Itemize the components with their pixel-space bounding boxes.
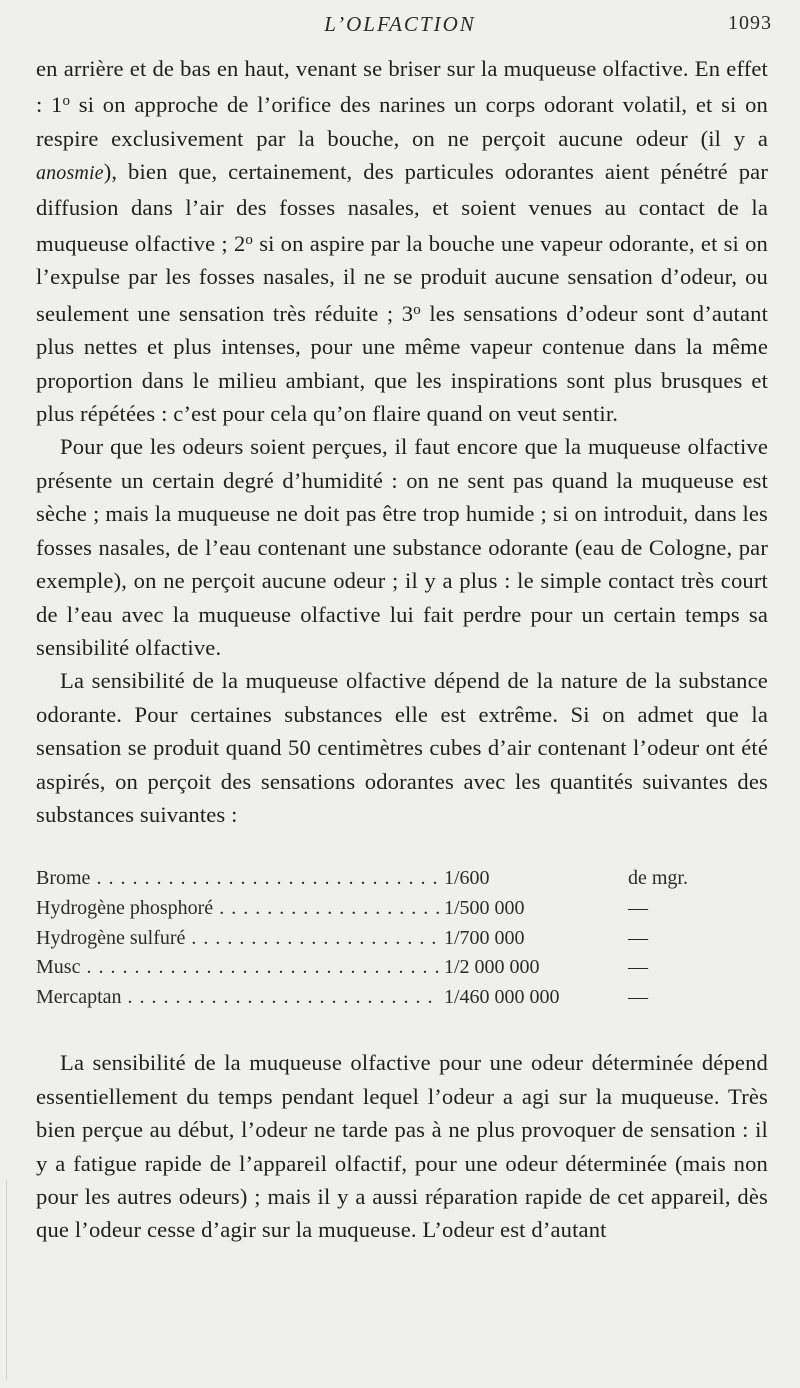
substance-name: Brome . . . xyxy=(36,864,440,894)
table-row xyxy=(36,894,768,924)
paragraph-2: Pour que les odeurs soient perçues, il faut encore que la muqueuse olfactive présente un certain degré d’humidité : on ne sent pas quand la muqueuse est sèche ; mais la muqueuse ne doit pas être trop humide ; si on introduit, dans les fosses nasales, de l’eau contenant une substance odorante (eau de Cologne, par exemple), on ne perçoit aucune odeur ; il y a plus : le simple contact très court de l’eau avec la muqueuse olfactive lui fait perdre pour un certain temps sa sensibilité olfactive. xyxy=(36,434,768,660)
paragraph-3: La sensibilité de la muqueuse olfactive dépend de la nature de la substance odorante. Pour certaines substances elle est extrême. Si on admet que la sensation se produit quand 50 centimètres cubes d’air contenant l’odeur ont été aspirés, on perçoit des sensations odorantes avec les quantités suivantes des substances suivantes : xyxy=(36,668,768,827)
page-number: 1093 xyxy=(728,12,772,34)
substance-name: Hydrogène sulfuré . . . xyxy=(36,924,440,954)
table-row xyxy=(36,864,768,894)
table-row xyxy=(36,953,768,983)
running-title: L’OLFACTION xyxy=(324,12,476,36)
table-row xyxy=(36,983,768,1013)
substance-quantity: 1/460 000 000 xyxy=(442,983,560,1013)
paragraph-1-text-d: si on aspire par la bouche une vapeur odorante, et si on l’expulse par les fosses nasales, il ne se produit aucune sensation d’odeur, ou seulement une sensation très réduite ; 3 xyxy=(36,231,768,326)
body-text xyxy=(36,52,768,1247)
page-header xyxy=(0,8,800,42)
paragraph-1-text-a: en arrière et de bas en haut, venant se briser sur la muqueuse olfactive. En effet : 1 xyxy=(36,56,768,118)
substance-table xyxy=(36,864,768,1012)
paragraph-1-text-b: si on approche de l’orifice des narines un corps odorant volatil, et si on respire exclusivement par la bouche, on ne perçoit aucune odeur (il y a xyxy=(36,92,768,151)
substance-unit: — xyxy=(628,926,648,949)
substance-name: Musc . . . xyxy=(36,953,440,983)
paragraph-1-text-e: les sensations d’odeur sont d’autant plus nettes et plus intenses, pour une même vapeur contenue dans la même proportion dans le milieu ambiant, que les inspirations sont plus brusques et plus répétées : c’est pour cela qu’on flaire quand on veut sentir. xyxy=(36,300,768,427)
ordinal-superscript: o xyxy=(413,301,421,318)
substance-name: Hydrogène phosphoré . . . xyxy=(36,894,440,924)
paragraph-4: La sensibilité de la muqueuse olfactive pour une odeur déterminée dépend essentiellement du temps pendant lequel l’odeur a agi sur la muqueuse. Très bien perçue au début, l’odeur ne tarde pas à ne plus provoquer de sensation : il y a fatigue rapide de l’appareil olfactif, pour une odeur déterminée (mais non pour les autres odeurs) ; mais il y a aussi réparation rapide de cet appareil, dès que l’odeur cesse d’agir sur la muqueuse. L’odeur est d’autant xyxy=(36,1050,768,1243)
substance-quantity: 1/700 000 xyxy=(442,924,525,954)
substance-quantity: 1/600 xyxy=(442,864,490,894)
substance-unit: de mgr. xyxy=(628,867,688,890)
ordinal-superscript: o xyxy=(245,232,254,249)
substance-unit: — xyxy=(628,956,648,979)
scan-margin-line xyxy=(6,1180,7,1380)
substance-name: Mercaptan . . . xyxy=(36,983,440,1013)
ordinal-superscript: o xyxy=(62,93,71,110)
paragraph-1-text-c: ), bien que, certainement, des particules odorantes aient pénétré par diffusion dans l’air des fosses nasales, et soient venues au contact de la muqueuse olfactive ; 2 xyxy=(36,159,768,257)
substance-unit: — xyxy=(628,985,648,1008)
table-row xyxy=(36,924,768,954)
italic-term: anosmie xyxy=(36,162,104,185)
substance-unit: — xyxy=(628,896,648,919)
paragraph-1 xyxy=(36,52,768,430)
substance-quantity: 1/500 000 xyxy=(442,894,525,924)
substance-quantity: 1/2 000 000 xyxy=(442,953,540,983)
